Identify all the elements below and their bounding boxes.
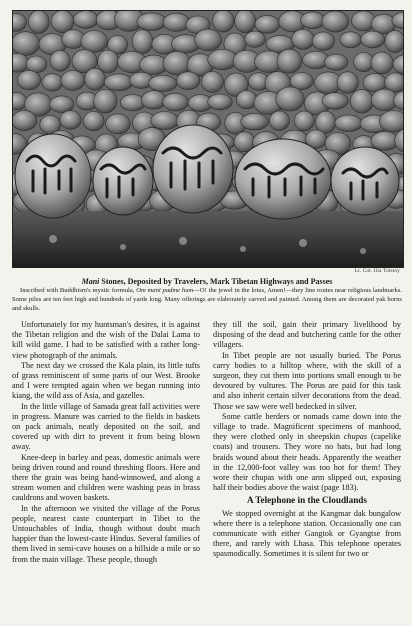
pile-stone [73,11,98,28]
pile-stone [61,71,85,91]
pile-stone [141,91,166,109]
photo-credit: Lt. Col. Ilia Tolstoy [354,268,400,274]
pile-stone [201,72,223,93]
pile-stone [213,11,235,32]
caption-body [12,287,402,313]
pile-stone [255,15,280,33]
pile-stone [322,11,349,32]
pile-stone [276,87,304,111]
pile-stone [195,29,222,51]
paragraph: In the afternoon we visited the village of the Porus people, nearest caste counterpart in Tibet to the Untouchables of India, though without doubt much happier than the lowest-caste Hindus. Several families of them lived in semi-cave houses on a hillside a mile or so from the main village. These people, though [12,503,200,564]
caption-title-rest: Stones, Deposited by Travelers, Mark Tibetan Highways and Passes [99,277,333,286]
paragraph: We stopped overnight at the Kangmar dak bungalow where there is a telephone station. Occasionally one can communicate with either Gangtok or Gyangtse from there, and rarely with Lhasa. This telephone operates spasmodically. Sometimes it is silent for two or [213,508,401,559]
pile-stone [98,50,119,73]
pile-stone [385,31,403,53]
pile-stone [235,11,256,33]
pile-stone [13,110,37,130]
pile-stone [83,111,104,130]
caption-title [12,277,402,286]
pile-stone [151,112,179,130]
pile-stone [13,32,40,56]
pile-stone [277,49,302,73]
paragraph: In Tibet people are not usually buried. The Porus carry bodies to a hilltop where, with the skill of a surgeon, they cut them into portions small enough to be devoured by vultures. The Porus are paid for this task and also inherit certain silver decorations from the dead. Those we saw were well bedecked in silver. [213,350,401,411]
paragraph: Unfortunately for my huntsman's desires, it is against the Tibetan religion and the wish of the Dalai Lama to kill wild game. I had to be satisfied with a rather long-view photograph of the animals. [12,320,200,360]
pile-stone [137,13,167,31]
pile-stone [340,32,362,48]
pile-stone [104,74,133,91]
pile-stone [292,29,315,49]
pile-stone [269,111,289,131]
pile-stone [208,94,233,110]
caption-title-italic: Mani [81,277,100,286]
left-column [12,320,200,565]
pile-stone [28,11,49,34]
pile-stone [60,111,81,130]
paragraph: Knee-deep in barley and peas, domestic animals were being driven round and round threshing floors. Here and there the grain was being hand-winnowed, and along a stream women and children were washing peas in brass cauldrons and woven baskets. [12,452,200,503]
pile-stone [81,31,108,53]
section-heading: A Telephone in the Cloudlands [247,495,367,506]
pile-stone [361,31,385,48]
pile-stone [106,114,131,134]
pile-stone [294,111,314,131]
pile-stone [149,75,178,91]
pile-stone [325,54,348,70]
pile-stone [241,113,269,130]
pile-stone [312,32,334,50]
mani-stones-photo [12,10,404,268]
photo-illustration [13,11,403,267]
paragraph: The next day we crossed the Kala plain, its little tufts of grass reminiscent of some parts of our West. Brooke and I were tempted again when we began running into kiang, the wild ass of Asia, and gazelles. [12,360,200,401]
right-column [213,320,401,560]
pile-stone [85,68,106,90]
paragraph: they till the soil, gain their primary livelihood by disposing of the dead and butchering cattle for the other villagers. [213,320,401,350]
pile-stone [42,74,63,91]
caption-body-part-1: Inscribed with Buddhism's mystic formula, [20,287,137,294]
pile-stone [163,13,190,31]
pile-stone [322,93,348,110]
pile-stone [50,50,70,71]
paragraph-italic: chupas [343,432,368,442]
pile-stone [94,89,117,113]
pile-stone [163,93,189,111]
pile-stone [350,89,373,113]
pile-stone [132,30,153,54]
pile-stone [301,12,326,29]
pile-stone [337,72,358,94]
pile-stone [17,70,40,89]
pile-stone [177,72,200,90]
pile-stone [335,115,363,132]
pile-stone [163,52,191,75]
paragraph-part: (capelike coats) and trousers. They wore no hats, but had long braids wound about their heads. Apparently the weather in the 12,000-foot valley was too hot for them! They wore their chupas with one arm slipped out, exposing half their bodies above the waist (page 183). [213,432,402,493]
caption-body-part-2: —O! the jewel in the lotus, Amen!—they line routes near religious landmarks. Some piles are ten feet high and hundreds of yards long. Many offerings are elaborately carved and painted. Among them are decorated yak horns and skulls. [12,287,403,312]
pile-stone [371,52,393,74]
pile-stone [51,11,74,33]
caption-body-italic: Om mani padme hum [136,287,194,294]
pile-stone [50,96,74,113]
paragraph: In the little village of Samada great fall activities were in progress. Manure was carried to the fields in baskets on pack animals, neatly deposited on the soil, and covered up with dirt to prevent it from being blown away. [12,401,200,452]
pile-stone [245,31,266,47]
paragraph [213,412,401,494]
paragraph-part: Some cattle herders or nomads came down into the village to trade. Magnificent specimens of manhood, they were clothed only in sheepskin [213,411,401,442]
